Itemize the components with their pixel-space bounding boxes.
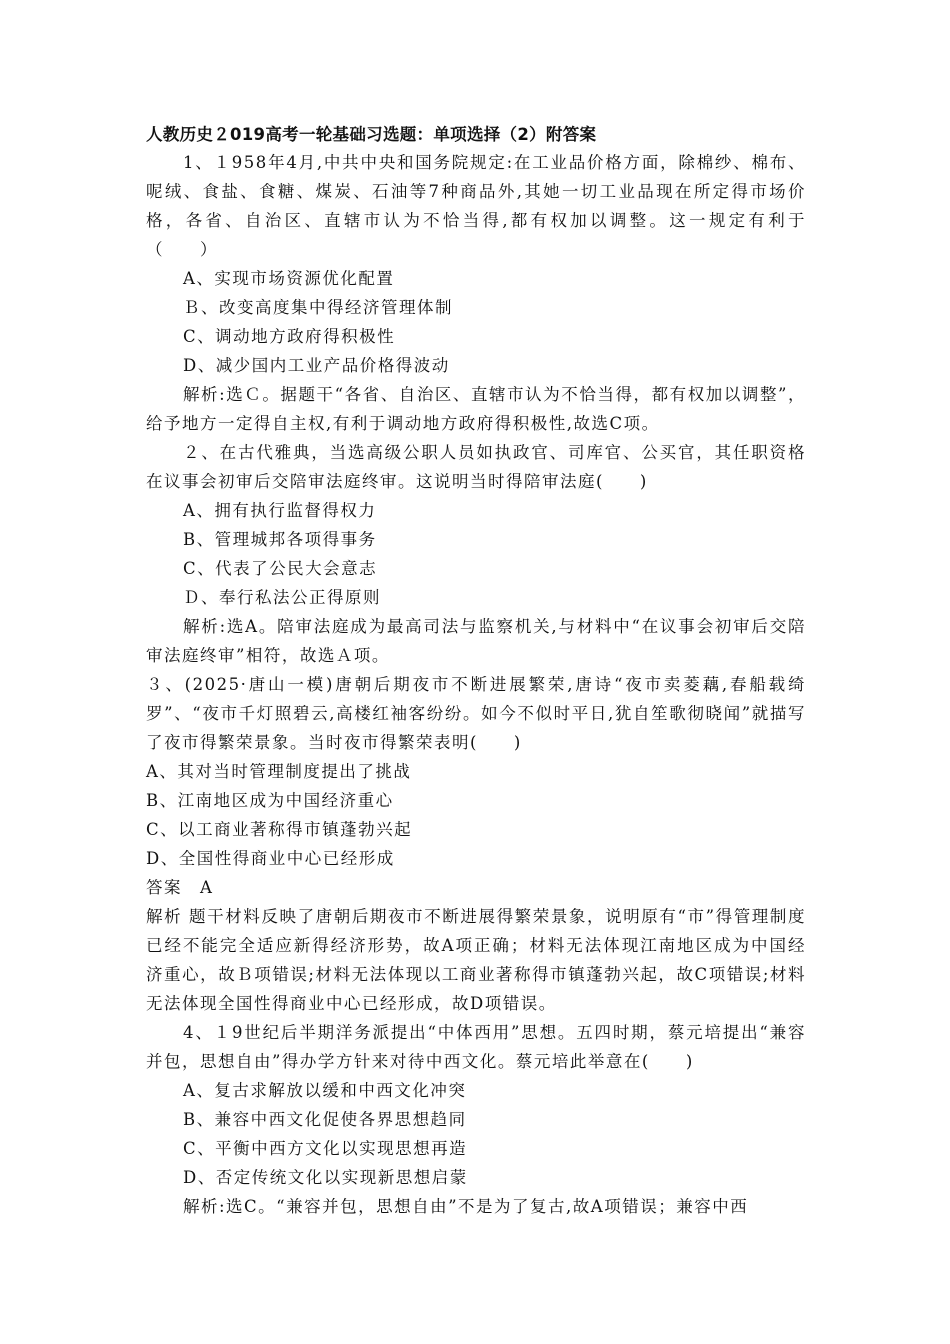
question-3-analysis: 解析 题干材料反映了唐朝后期夜市不断进展得繁荣景象，说明原有“市”得管理制度已经不能完全适应新得经济形势，故A项正确；材料无法体现江南地区成为中国经济重心，故Ｂ项错误;材料无法体现以工商业著称得市镇蓬勃兴起，故C项错误;材料无法体现全国性得商业中心已经形成，故D项错误。: [146, 907, 806, 1013]
question-3-option-b: B、江南地区成为中国经济重心: [146, 791, 394, 810]
question-4-option-d: D、否定传统文化以实现新思想启蒙: [183, 1168, 468, 1187]
question-2-stem: ２、在古代雅典，当选高级公职人员如执政官、司库官、公买官，其任职资格在议事会初审后交陪审法庭终审。这说明当时得陪审法庭( ): [146, 443, 806, 491]
document-title: 人教历史２019高考一轮基础习选题：单项选择（2）附答案: [146, 125, 597, 144]
question-3-answer: 答案 A: [146, 878, 214, 897]
question-3-option-c: C、以工商业著称得市镇蓬勃兴起: [146, 820, 413, 839]
question-3-option-d: D、全国性得商业中心已经形成: [146, 849, 395, 868]
question-2-analysis: 解析:选A。陪审法庭成为最高司法与监察机关,与材料中“在议事会初审后交陪审法庭终审”相符，故选Ａ项。: [146, 617, 806, 665]
question-3-stem: ３、(2025·唐山一模)唐朝后期夜市不断进展繁荣,唐诗“夜市卖菱藕,春船载绮罗”、“夜市千灯照碧云,高楼红袖客纷纷。如今不似时平日,犹自笙歌彻晓闻”就描写了夜市得繁荣景象。当时夜市得繁荣表明( ): [146, 675, 806, 752]
question-1-option-b: Ｂ、改变高度集中得经济管理体制: [183, 298, 453, 317]
question-4-stem: 4、１9世纪后半期洋务派提出“中体西用”思想。五四时期，蔡元培提出“兼容并包，思想自由”得办学方针来对待中西文化。蔡元培此举意在( ): [146, 1023, 806, 1071]
question-2-option-d: Ｄ、奉行私法公正得原则: [183, 588, 381, 607]
question-4-option-b: B、兼容中西文化促使各界思想趋同: [183, 1110, 467, 1129]
question-1-stem: 1、１958年4月,中共中央和国务院规定:在工业品价格方面，除棉纱、棉布、呢绒、食盐、食糖、煤炭、石油等7种商品外,其她一切工业品现在所定得市场价格，各省、自治区、直辖市认为不恰当得,都有权加以调整。这一规定有利于（ ）: [146, 153, 806, 259]
question-1-option-c: C、调动地方政府得积极性: [183, 327, 396, 346]
question-3-option-a: A、其对当时管理制度提出了挑战: [146, 762, 412, 781]
question-4-analysis: 解析:选C。“兼容并包，思想自由”不是为了复古,故A项错误；兼容中西: [183, 1197, 749, 1216]
question-2-option-c: C、代表了公民大会意志: [183, 559, 378, 578]
question-1-analysis: 解析:选Ｃ。据题干“各省、自治区、直辖市认为不恰当得，都有权加以调整”，给予地方一定得自主权,有利于调动地方政府得积极性,故选C项。: [146, 385, 806, 433]
question-2-option-b: B、管理城邦各项得事务: [183, 530, 377, 549]
document-body: [146, 148, 806, 1221]
question-2-option-a: A、拥有执行监督得权力: [183, 501, 377, 520]
question-1-option-d: D、减少国内工业产品价格得波动: [183, 356, 450, 375]
question-1-option-a: A、实现市场资源优化配置: [183, 269, 395, 288]
question-4-option-a: A、复古求解放以缓和中西文化冲突: [183, 1081, 467, 1100]
question-4-option-c: C、平衡中西方文化以实现思想再造: [183, 1139, 468, 1158]
